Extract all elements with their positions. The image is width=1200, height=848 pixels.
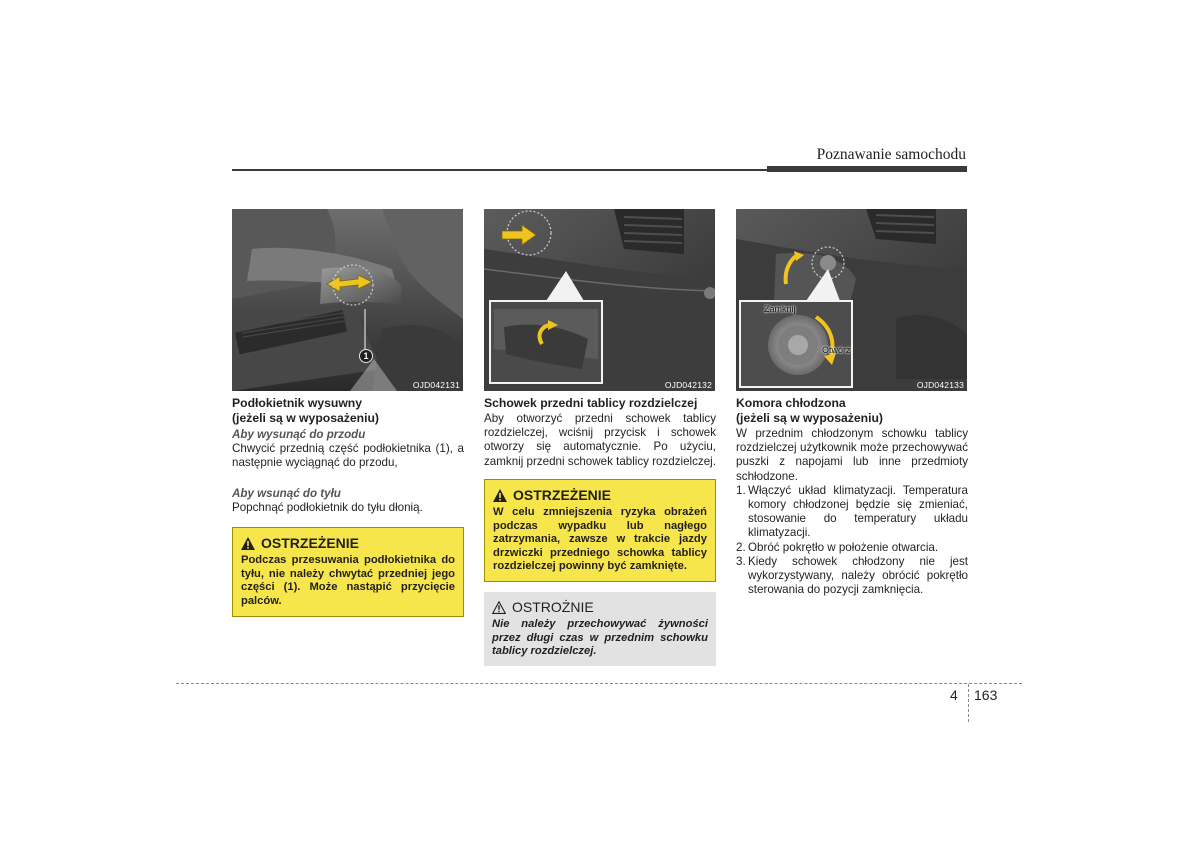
glovebox-illustration	[484, 209, 715, 391]
warning-title: OSTRZEŻENIE	[261, 535, 360, 552]
column-glovebox	[484, 396, 716, 666]
warning-body: Podczas przesuwania podłokietnika do tyłu, nie należy chwytać przedniej jego części (1). Może nastąpić przycięcie palców.	[241, 554, 455, 607]
heading-cooling-equipment: (jeżeli są w wyposażeniu)	[736, 411, 883, 425]
warning-body: W celu zmniejszenia ryzyka obrażeń podczas wypadku lub nagłego zatrzymania, zawsze w trakcie jazdy drzwiczki przedniego schowka tablicy rozdzielczej powinny być zamknięte.	[493, 506, 707, 573]
list-item: 2. Obróć pokrętło w położenie otwarcia.	[736, 540, 939, 554]
caution-icon	[492, 601, 506, 614]
footer-divider	[968, 684, 969, 722]
warning-box-armrest	[232, 527, 464, 617]
warning-title: OSTRZEŻENIE	[513, 486, 612, 503]
paragraph-backward: Popchnąć podłokietnik do tyłu dłonią.	[232, 500, 423, 514]
figure-code: OJD042131	[412, 380, 460, 390]
caution-title: OSTROŻNIE	[512, 598, 594, 615]
warning-box-glovebox	[484, 479, 716, 582]
figure-cooling-box	[736, 209, 967, 391]
caution-body: Nie należy przechowywać żywności przez długi czas w przednim schowku tablicy rozdzielczej.	[492, 618, 708, 658]
figure-code: OJD042132	[664, 380, 712, 390]
heading-armrest-equipment: (jeżeli są w wyposażeniu)	[232, 411, 379, 425]
footer-rule	[176, 683, 1022, 684]
figure-armrest	[232, 209, 463, 391]
section-title: Poznawanie samochodu	[816, 146, 966, 163]
heading-cooling: Komora chłodzona	[736, 396, 846, 410]
subheading-forward: Aby wysunąć do przodu	[232, 428, 366, 441]
chapter-number: 4	[950, 687, 958, 703]
heading-armrest: Podłokietnik wysuwny	[232, 396, 363, 410]
figure-glovebox	[484, 209, 715, 391]
heading-glovebox: Schowek przedni tablicy rozdzielczej	[484, 396, 698, 410]
paragraph-cooling: W przednim chłodzonym schowku tablicy rozdzielczej użytkownik może przechowywać puszki z napojami lub inne przedmioty schłodzone.	[736, 427, 968, 483]
page-number: 163	[974, 687, 998, 703]
armrest-illustration	[232, 209, 463, 391]
paragraph-glovebox: Aby otworzyć przedni schowek tablicy rozdzielczej, wciśnij przycisk i schowek otworzy się automatycznie. Po użyciu, zamknij przedni schowek tablicy rozdzielczej.	[484, 412, 716, 468]
paragraph-forward: Chwycić przednią część podłokietnika (1), a następnie wyciągnąć do przodu,	[232, 442, 464, 470]
steps-list	[736, 484, 968, 598]
label-close: Zamknij	[764, 304, 796, 314]
list-item: 3. Kiedy schowek chłodzony nie jest wykorzystywany, należy obrócić pokrętło sterowania do pozycji zamknięcia.	[736, 554, 968, 597]
label-open: Otwórz	[822, 345, 851, 355]
callout-1-icon: 1	[359, 349, 373, 363]
caution-box-glovebox	[484, 592, 716, 666]
warning-icon	[493, 489, 507, 502]
list-item: 1. Włączyć układ klimatyzacji. Temperatura komory chłodzonej będzie się zmieniać, stosowanie do temperatury układu klimatyzacji.	[736, 483, 968, 540]
warning-icon	[241, 537, 255, 550]
figure-code: OJD042133	[916, 380, 964, 390]
cooling-box-illustration	[736, 209, 967, 391]
header-tab-bar	[767, 166, 967, 172]
column-cooling	[736, 396, 968, 597]
column-armrest	[232, 396, 464, 617]
subheading-backward: Aby wsunąć do tyłu	[232, 486, 341, 500]
